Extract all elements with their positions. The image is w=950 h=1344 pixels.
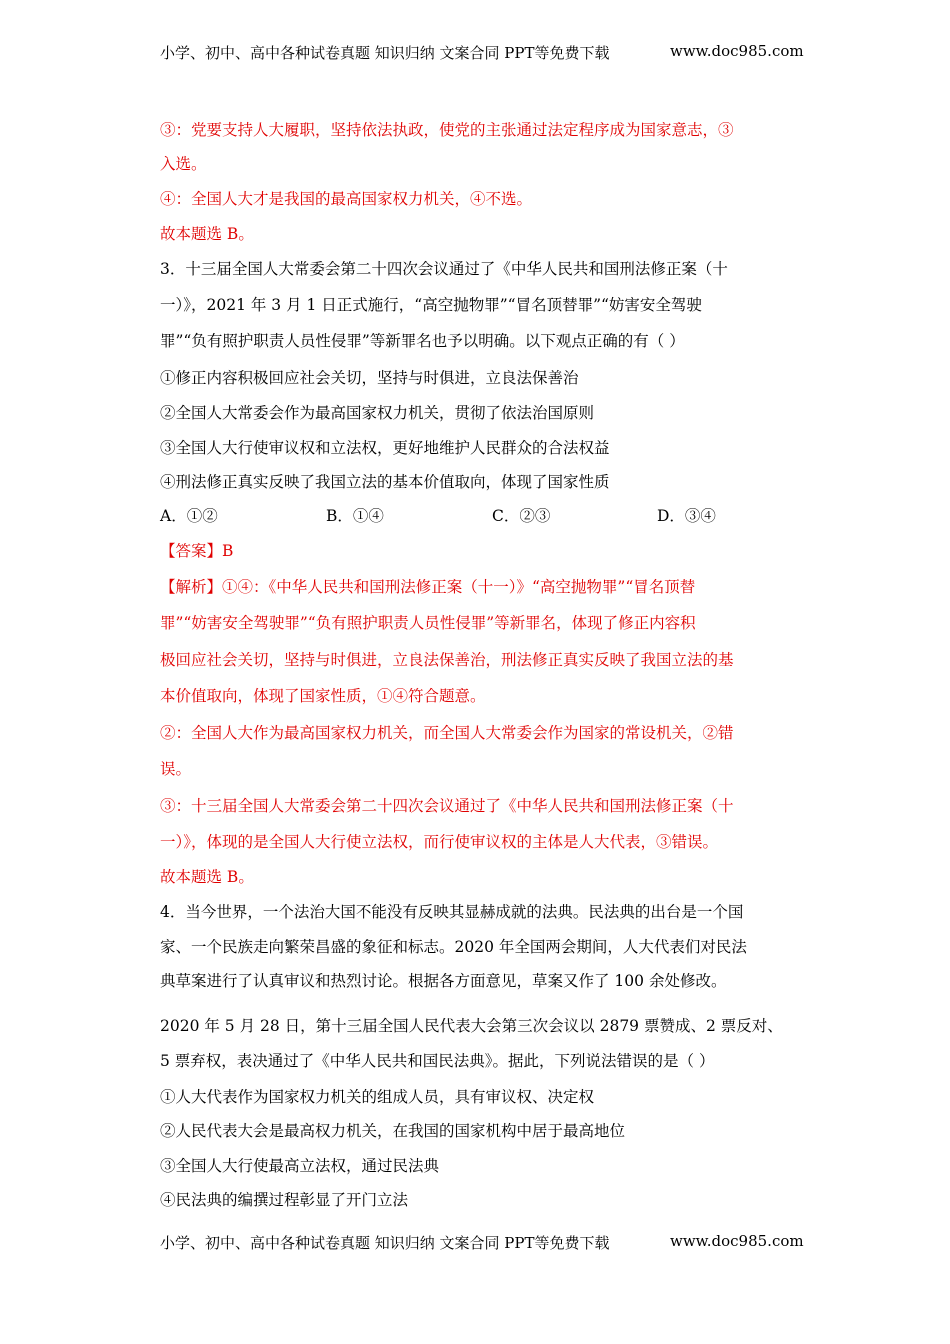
- statement-item: ①修正内容积极回应社会关切，坚持与时俱进，立良法保善治: [160, 369, 579, 387]
- statement-item: ④刑法修正真实反映了我国立法的基本价值取向，体现了国家性质: [160, 473, 610, 491]
- analysis-line: 本价值取向，体现了国家性质，①④符合题意。: [160, 687, 486, 705]
- option-b: B．①④: [326, 507, 384, 525]
- page-header: [160, 42, 804, 63]
- header-text: 小学、初中、高中各种试卷真题 知识归纳 文案合同 PPT等免费下载: [160, 44, 610, 62]
- question-3-stem: 一）》，2021 年 3 月 1 日正式施行，“高空抛物罪”“冒名顶替罪”“妨害安全驾驶: [160, 296, 702, 314]
- question-4-stem: 家、一个民族走向繁荣昌盛的象征和标志。2020 年全国两会期间，人大代表们对民法: [160, 938, 747, 956]
- question-4-stem: 典草案进行了认真审议和热烈讨论。根据各方面意见，草案又作了 100 余处修改。: [160, 972, 727, 990]
- statement-item: ④民法典的编撰过程彰显了开门立法: [160, 1191, 409, 1209]
- analysis-line: 【解析】①④：《中华人民共和国刑法修正案（十一）》“高空抛物罪”“冒名顶替: [160, 578, 696, 596]
- analysis-line: 罪”“妨害安全驾驶罪”“负有照护职责人员性侵罪”等新罪名，体现了修正内容积: [160, 614, 696, 632]
- option-d: D．③④: [657, 507, 716, 525]
- option-a: A．①②: [160, 507, 218, 525]
- footer-site: www.doc985.com: [670, 1232, 804, 1250]
- statement-item: ③全国人大行使审议权和立法权，更好地维护人民群众的合法权益: [160, 439, 610, 457]
- question-4-stem: 2020 年 5 月 28 日，第十三届全国人民代表大会第三次会议以 2879 票赞成、2 票反对、: [160, 1017, 783, 1035]
- statement-item: ②人民代表大会是最高权力机关，在我国的国家机构中居于最高地位: [160, 1122, 626, 1140]
- option-c: C．②③: [492, 507, 551, 525]
- header-site: www.doc985.com: [670, 42, 804, 60]
- question-4-stem: 5 票弃权，表决通过了《中华人民共和国民法典》。据此，下列说法错误的是（ ）: [160, 1052, 715, 1070]
- page-footer: [160, 1232, 804, 1253]
- analysis-line: 入选。: [160, 155, 207, 173]
- answer-line: 【答案】B: [160, 542, 234, 560]
- question-3-stem: 罪”“负有照护职责人员性侵罪”等新罪名也予以明确。以下观点正确的有（ ）: [160, 332, 685, 350]
- analysis-line: ③：党要支持人大履职，坚持依法执政，使党的主张通过法定程序成为国家意志，③: [160, 121, 734, 139]
- analysis-line: 一）》，体现的是全国人大行使立法权，而行使审议权的主体是人大代表，③错误。: [160, 833, 719, 851]
- analysis-line: ③：十三届全国人大常委会第二十四次会议通过了《中华人民共和国刑法修正案（十: [160, 797, 734, 815]
- conclusion-line: 故本题选 B。: [160, 225, 254, 243]
- analysis-line: 极回应社会关切，坚持与时俱进，立良法保善治，刑法修正真实反映了我国立法的基: [160, 651, 734, 669]
- conclusion-line: 故本题选 B。: [160, 868, 254, 886]
- statement-item: ①人大代表作为国家权力机关的组成人员，具有审议权、决定权: [160, 1088, 595, 1106]
- statement-item: ③全国人大行使最高立法权，通过民法典: [160, 1157, 440, 1175]
- analysis-line: ④：全国人大才是我国的最高国家权力机关，④不选。: [160, 190, 533, 208]
- analysis-line: 误。: [160, 760, 192, 778]
- footer-text: 小学、初中、高中各种试卷真题 知识归纳 文案合同 PPT等免费下载: [160, 1234, 610, 1252]
- question-3-stem: 3．十三届全国人大常委会第二十四次会议通过了《中华人民共和国刑法修正案（十: [160, 260, 728, 278]
- question-4-stem: 4．当今世界，一个法治大国不能没有反映其显赫成就的法典。民法典的出台是一个国: [160, 903, 744, 921]
- analysis-line: ②：全国人大作为最高国家权力机关，而全国人大常委会作为国家的常设机关，②错: [160, 724, 734, 742]
- statement-item: ②全国人大常委会作为最高国家权力机关，贯彻了依法治国原则: [160, 404, 595, 422]
